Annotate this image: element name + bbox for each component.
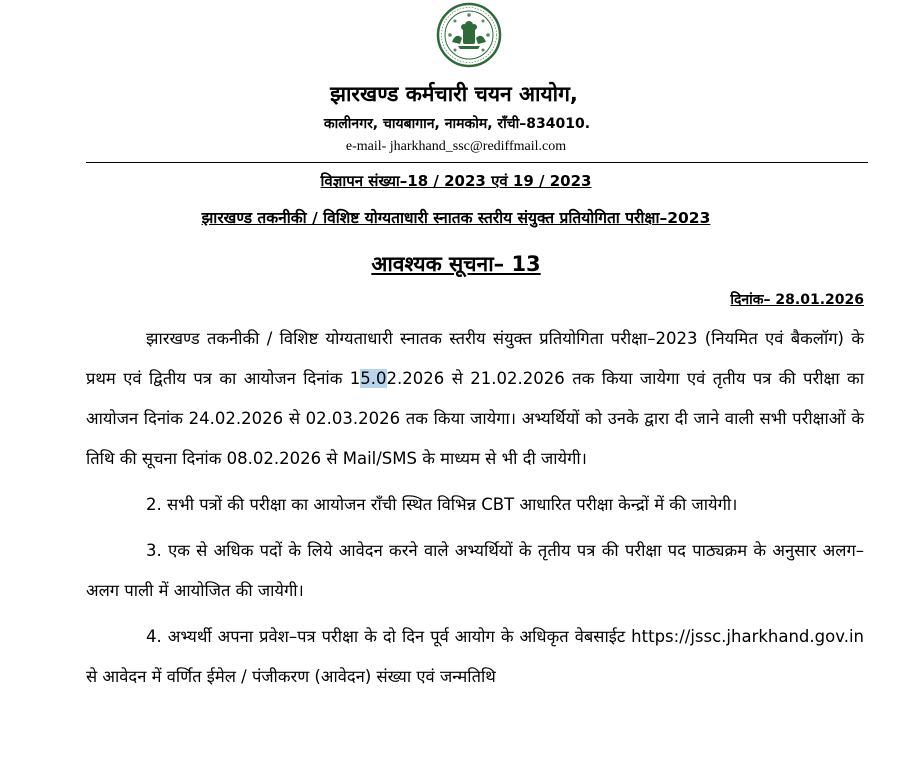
paragraph-2: 2. सभी पत्रों की परीक्षा का आयोजन राँची स्थित विभिन्न CBT आधारित परीक्षा केन्द्रों में की जायेगी। [146, 495, 738, 514]
paragraph-1-text-a: झारखण्ड तकनीकी / विशिष्ट योग्यताधारी स्नातक स्तरीय संयुक्त प्रतियोगिता परीक्षा–2023 (नियमित एवं बैकलॉग) के प्रथम एवं द्वितीय पत्र का आयोजन दिनांक 1 [86, 329, 864, 388]
notice-title: आवश्यक सूचना– 13 [371, 252, 541, 276]
paragraph-4: 4. अभ्यर्थी अपना प्रवेश–पत्र परीक्षा के दो दिन पूर्व आयोग के अधिकृत वेबसाईट https://jssc.jharkhand.gov.in से आवेदन में वर्णित ईमेल / पंजीकरण (आवेदन) संख्या एवं जन्मतिथि [86, 627, 864, 686]
advertisement-number: विज्ञापन संख्या–18 / 2023 एवं 19 / 2023 [320, 172, 592, 190]
organization-address: कालीनगर, चायबागान, नामकोम, राँची–834010. [323, 116, 591, 132]
organization-name: झारखण्ड कर्मचारी चयन आयोग, [330, 82, 578, 106]
organization-email: e-mail- jharkhand_ssc@rediffmail.com [345, 139, 567, 154]
text-selection-highlight[interactable]: 5.0 [360, 369, 387, 388]
notice-body [86, 319, 864, 703]
paragraph-1 [86, 319, 864, 479]
jharkhand-state-emblem-icon [436, 2, 502, 68]
paragraph-1-text-b: 2.2026 से 21.02.2026 तक किया जायेगा एवं तृतीय पत्र की परीक्षा का आयोजन दिनांक 24.02.2026 से 02.03.2026 तक किया जायेगा। अभ्यर्थियों को उनके द्वारा दी जाने वाली सभी परीक्षाओं के तिथि की सूचना दिनांक 08.02.2026 से Mail/SMS के माध्यम से भी दी जायेगी। [86, 369, 864, 468]
header-divider [86, 162, 868, 163]
notice-date: दिनांक– 28.01.2026 [730, 292, 864, 308]
paragraph-3: 3. एक से अधिक पदों के लिये आवेदन करने वाले अभ्यर्थियों के तृतीय पत्र की परीक्षा पद पाठ्यक्रम के अनुसार अलग–अलग पाली में आयोजित की जायेगी। [86, 541, 864, 600]
exam-title: झारखण्ड तकनीकी / विशिष्ट योग्यताधारी स्नातक स्तरीय संयुक्त प्रतियोगिता परीक्षा–2023 [201, 209, 711, 227]
